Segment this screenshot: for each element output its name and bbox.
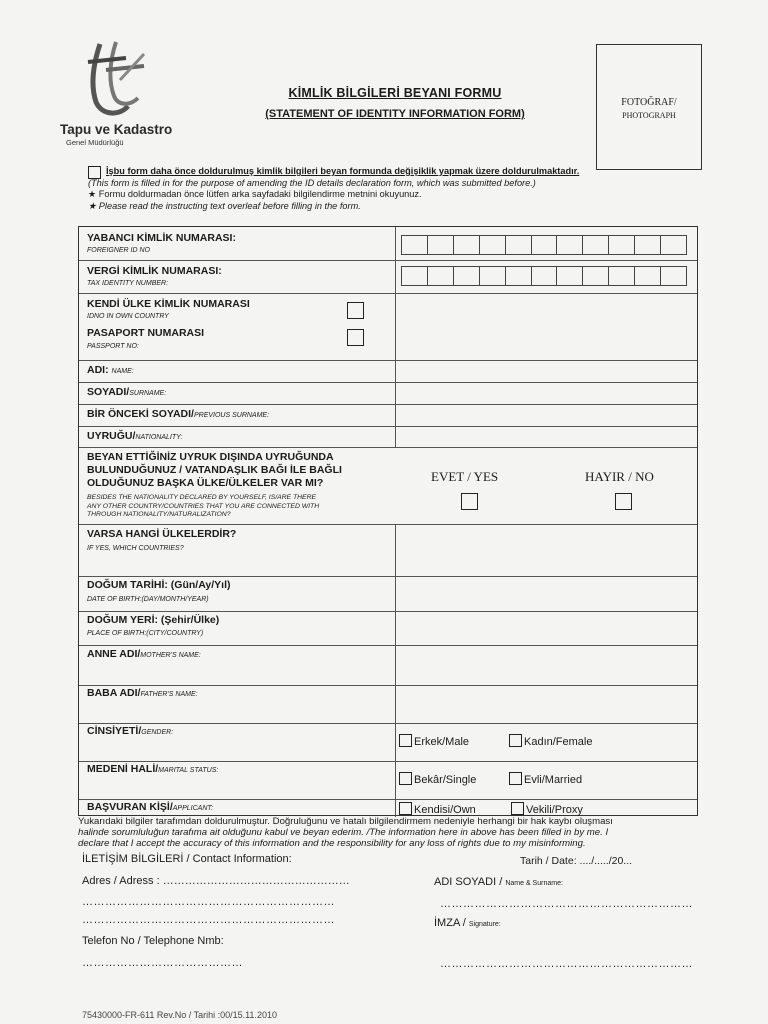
intro-text-tr: İşbu form daha önce doldurulmuş kimlik bilgileri beyan formunda değişiklik yapmak üzere doldurulmaktadır. — [106, 166, 580, 176]
marital-label-text: MEDENİ HALİ/ — [87, 763, 159, 775]
which-countries-sub: IF YES, WHICH COUNTRIES? — [87, 545, 184, 552]
own-country-id-sub: IDNO IN OWN COUNTRY — [87, 313, 169, 320]
row-divider — [79, 382, 697, 383]
intro-line-3: ★ Formu doldurmadan önce lütfen arka sayfadaki bilgilendirme metnini okuyunuz. — [88, 189, 422, 199]
applicant-proxy-option[interactable] — [511, 802, 583, 816]
passport-sub: PASSPORT NO: — [87, 343, 139, 350]
applicant-label-sub: APPLICANT: — [172, 805, 214, 812]
declaration-line-1: Yukarıdaki bilgiler tarafımdan doldurulmuştur. Doğruluğunu ve hatalı bilgilendirmem nedeniyle herhangi bir hak kaybı oluşması — [78, 816, 613, 827]
col-divider — [395, 524, 396, 817]
prev-surname-label — [87, 408, 269, 420]
surname-label-text: SOYADI/ — [87, 386, 130, 398]
address-field[interactable]: Adres / Adress : …………………………………………… — [82, 875, 350, 887]
surname-label — [87, 386, 166, 398]
applicant-label-text: BAŞVURAN KİŞİ/ — [87, 801, 173, 813]
name-label-sub: NAME: — [111, 368, 134, 375]
female-checkbox[interactable] — [509, 734, 522, 747]
row-divider — [79, 645, 697, 646]
other-nationality-question-en — [87, 494, 319, 520]
contact-heading: İLETİŞİM BİLGİLERİ / Contact Information: — [82, 853, 292, 865]
question-en-line-2: ANY OTHER COUNTRY/COUNTRIES THAT YOU ARE CONNECTED WITH — [87, 502, 320, 510]
tk-logo-icon — [86, 40, 148, 122]
father-label-sub: FATHER'S NAME: — [140, 691, 198, 698]
signature-label-text: İMZA / — [434, 917, 466, 929]
name-surname-label-text: ADI SOYADI / — [434, 876, 503, 888]
form-title: KİMLİK BİLGİLERİ BEYANI FORMU — [288, 86, 502, 100]
name-label — [87, 364, 134, 376]
date-field[interactable]: Tarih / Date: ..../...../20... — [520, 855, 633, 867]
nationality-label-text: UYRUĞU/ — [87, 430, 136, 442]
question-line-3: OLDUĞUNUZ BAŞKA ÜLKE/ÜLKELER VAR MI? — [87, 477, 324, 489]
row-divider — [79, 524, 697, 525]
male-label: Erkek/Male — [414, 736, 470, 748]
row-divider — [79, 723, 697, 724]
foreigner-id-label: YABANCI KİMLİK NUMARASI: — [87, 232, 236, 244]
prev-surname-label-sub: PREVIOUS SURNAME: — [193, 412, 270, 419]
row-divider — [79, 761, 697, 762]
marital-label-sub: MARITAL STATUS: — [158, 767, 219, 774]
question-line-2: BULUNDUĞUNUZ / VATANDAŞLIK BAĞI İLE BAĞLI — [87, 464, 342, 476]
declaration-line-2: halinde sorumluluğun tarafıma ait olduğunu kabul ve beyan ederim. /The information here in above has been filled in by me. I — [78, 827, 609, 838]
pob-sub: PLACE OF BIRTH:(CITY/COUNTRY) — [87, 630, 204, 637]
marital-married-option[interactable] — [509, 772, 582, 786]
signature-field[interactable]: ………………………………………………………… — [440, 958, 693, 970]
proxy-checkbox[interactable] — [511, 802, 524, 815]
intro-line-1 — [88, 166, 688, 178]
applicant-own-option[interactable] — [399, 802, 476, 816]
photo-label-en: PHOTOGRAPH — [622, 111, 676, 120]
married-label: Evli/Married — [524, 774, 583, 786]
single-checkbox[interactable] — [399, 772, 412, 785]
intro-line-2: (This form is filled in for the purpose of amending the ID details declaration form, which was submitted before.) — [88, 177, 536, 188]
yes-checkbox[interactable] — [461, 493, 478, 510]
passport-label: PASAPORT NUMARASI — [87, 327, 205, 339]
row-divider — [79, 576, 697, 577]
dob-label: DOĞUM TARİHİ: (Gün/Ay/Yıl) — [87, 579, 231, 591]
tax-id-label: VERGİ KİMLİK NUMARASI: — [87, 265, 222, 277]
tax-id-input[interactable] — [401, 266, 687, 286]
mother-label-text: ANNE ADI/ — [87, 648, 141, 660]
own-country-id-label: KENDİ ÜLKE KİMLİK NUMARASI — [87, 298, 250, 310]
female-label: Kadın/Female — [524, 736, 593, 748]
married-checkbox[interactable] — [509, 772, 522, 785]
amend-checkbox[interactable] — [88, 166, 101, 179]
single-label: Bekâr/Single — [414, 774, 477, 786]
photo-label: FOTOĞRAF/ — [621, 97, 677, 108]
form-subtitle: (STATEMENT OF IDENTITY INFORMATION FORM) — [265, 108, 525, 120]
signature-label — [434, 917, 501, 929]
gender-label — [87, 725, 173, 737]
declaration-line-3: declare that I accept the accuracy of this information and the responsibility for any loss of rights due to my misinforming. — [78, 838, 586, 849]
intro-notes — [88, 166, 688, 212]
proxy-label: Vekili/Proxy — [526, 804, 583, 816]
marital-label — [87, 763, 218, 775]
surname-label-sub: SURNAME: — [129, 390, 167, 397]
photo-box[interactable] — [596, 44, 702, 170]
gender-label-text: CİNSİYETİ/ — [87, 725, 142, 737]
row-divider — [79, 404, 697, 405]
signature-label-sub: Signature: — [468, 921, 501, 928]
marital-single-option[interactable] — [399, 772, 476, 786]
row-divider — [79, 293, 697, 294]
own-country-id-checkbox[interactable] — [347, 302, 364, 319]
phone-field[interactable]: …………………………………… — [82, 957, 243, 969]
form-code: 75430000-FR-611 Rev.No / Tarihi :00/15.11.2010 — [82, 1010, 277, 1020]
intro-line-4: ★ Please read the instructing text overleaf before filling in the form. — [88, 200, 361, 211]
foreigner-id-input[interactable] — [401, 235, 687, 255]
row-divider — [79, 260, 697, 261]
gender-label-sub: GENDER: — [141, 729, 174, 736]
org-name: Tapu ve Kadastro — [60, 122, 173, 137]
name-surname-label — [434, 876, 563, 888]
mother-label-sub: MOTHER'S NAME: — [140, 652, 201, 659]
row-divider — [79, 426, 697, 427]
name-surname-field[interactable]: ………………………………………………………… — [440, 898, 693, 910]
declaration — [78, 816, 698, 849]
mother-label — [87, 648, 201, 660]
yes-label: EVET / YES — [431, 469, 499, 484]
applicant-label — [87, 801, 213, 813]
nationality-label-sub: NATIONALITY: — [135, 434, 183, 441]
org-subname: Genel Müdürlüğü — [66, 138, 124, 147]
dob-sub: DATE OF BIRTH:(DAY/MONTH/YEAR) — [87, 596, 209, 603]
tax-id-sub: TAX IDENTITY NUMBER: — [87, 280, 169, 287]
question-line-1: BEYAN ETTİĞİNİZ UYRUK DIŞINDA UYRUĞUNDA — [87, 451, 334, 463]
passport-checkbox[interactable] — [347, 329, 364, 346]
prev-surname-label-text: BİR ÖNCEKİ SOYADI/ — [87, 408, 194, 420]
org-logo — [60, 40, 173, 150]
row-divider — [79, 685, 697, 686]
father-label-text: BABA ADI/ — [87, 687, 141, 699]
row-divider — [79, 447, 697, 448]
foreigner-id-sub: FOREIGNER ID NO — [87, 247, 151, 254]
other-nationality-question — [87, 451, 342, 490]
father-label — [87, 687, 198, 699]
question-en-line-1: BESIDES THE NATIONALITY DECLARED BY YOURSELF, IS/ARE THERE — [87, 494, 317, 501]
no-checkbox[interactable] — [615, 493, 632, 510]
identity-table — [78, 226, 698, 816]
question-en-line-3: THROUGH NATIONALITY/NATURALIZATION? — [87, 511, 231, 518]
own-checkbox[interactable] — [399, 802, 412, 815]
gender-female-option[interactable] — [509, 734, 592, 748]
row-divider — [79, 360, 697, 361]
address-line-2[interactable]: ………………………………………………………… — [82, 896, 335, 908]
phone-label: Telefon No / Telephone Nmb: — [82, 935, 224, 947]
gender-male-option[interactable] — [399, 734, 469, 748]
name-label-text: ADI: — [87, 364, 109, 376]
row-divider — [79, 611, 697, 612]
male-checkbox[interactable] — [399, 734, 412, 747]
address-line-3[interactable]: ………………………………………………………… — [82, 914, 335, 926]
row-divider — [79, 799, 697, 800]
nationality-label — [87, 430, 182, 442]
own-label: Kendisi/Own — [414, 804, 476, 816]
name-surname-label-sub: Name & Surname: — [505, 880, 563, 887]
no-label: HAYIR / NO — [585, 469, 654, 484]
which-countries-label: VARSA HANGİ ÜLKELERDİR? — [87, 528, 237, 540]
pob-label: DOĞUM YERİ: (Şehir/Ülke) — [87, 614, 220, 626]
col-divider — [395, 227, 396, 447]
